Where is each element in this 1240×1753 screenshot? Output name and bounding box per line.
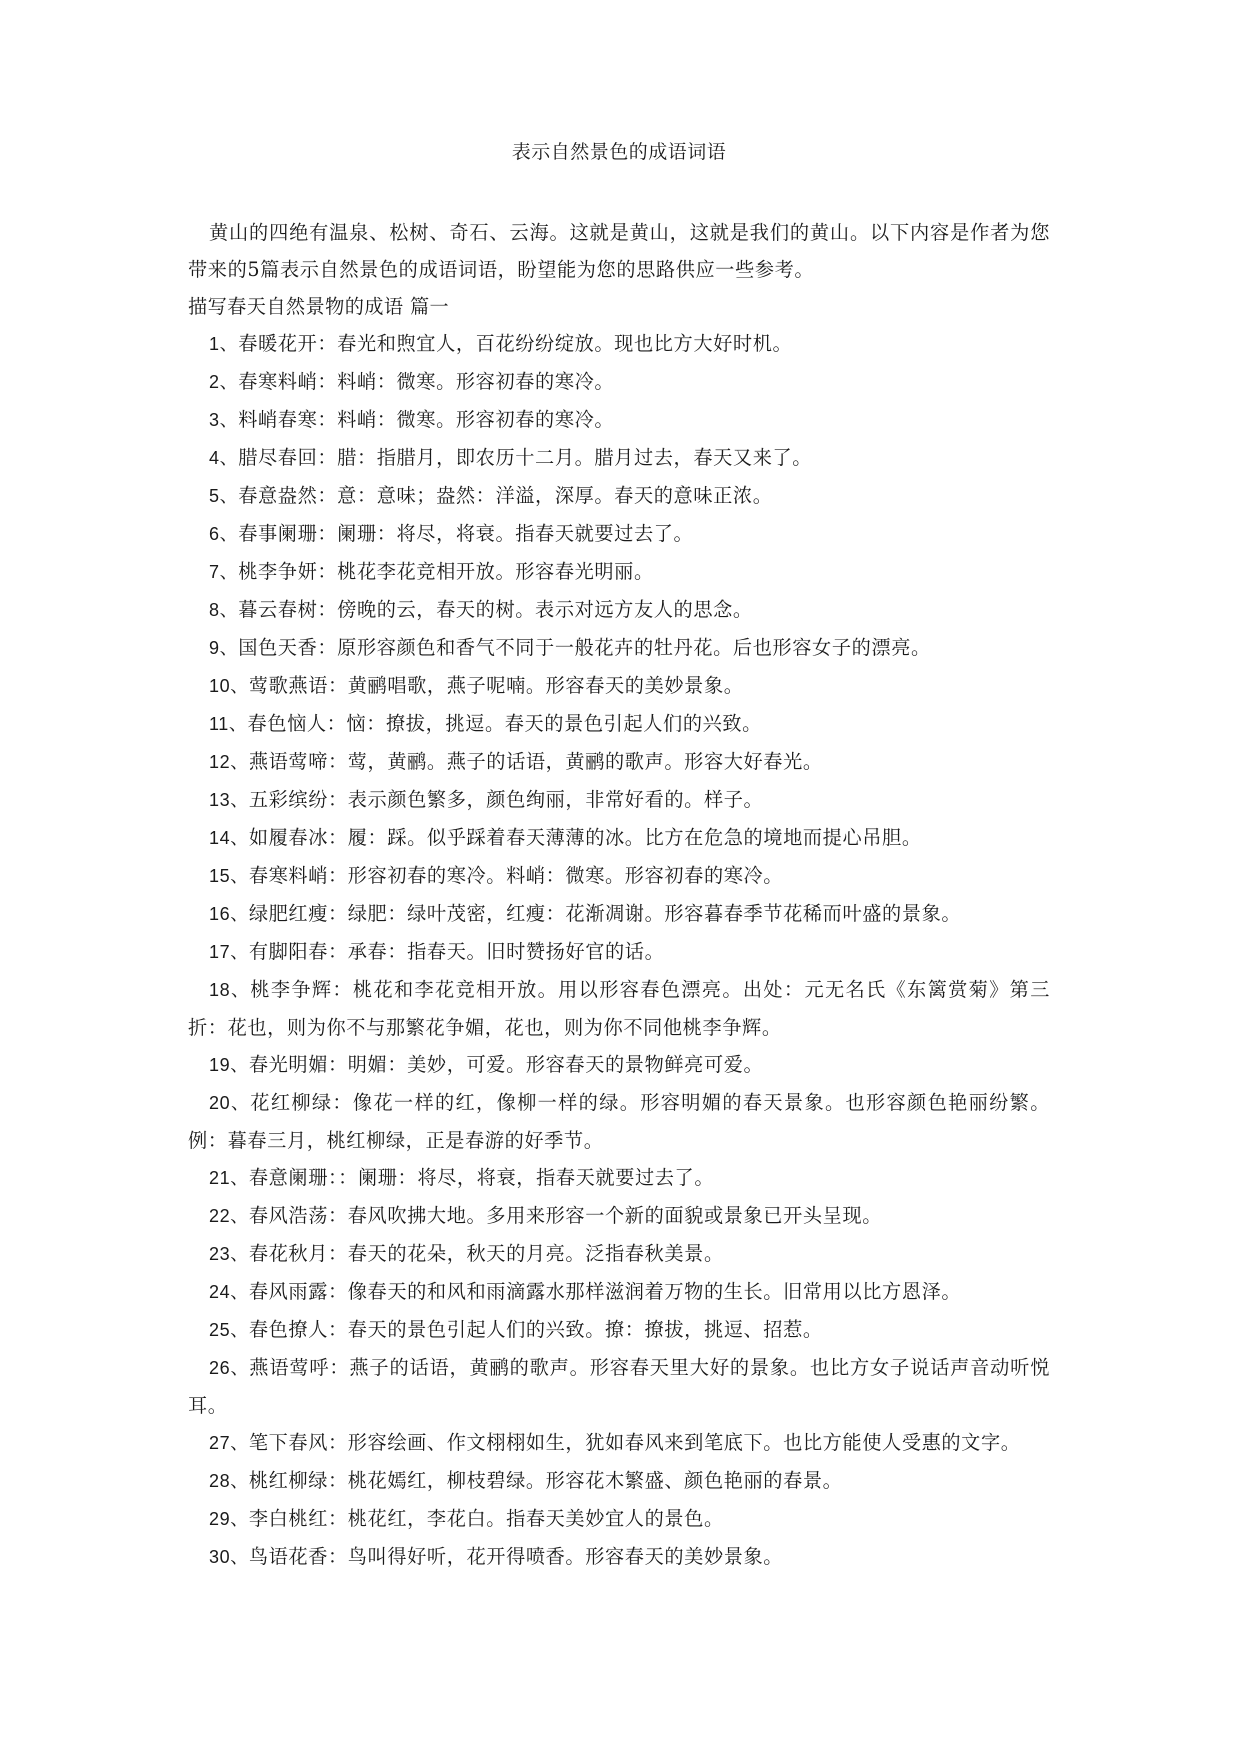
item-text: 春寒料峭：形容初春的寒冷。料峭：微寒。形容初春的寒冷。 — [248, 864, 784, 887]
list-item — [188, 971, 1050, 1046]
item-text: 桃李争辉：桃花和李花竞相开放。用以形容春色漂亮。出处：元无名氏《东篱赏菊》第三折：花也，则为你不与那繁花争媚，花也，则为你不同他桃李争辉。 — [188, 978, 1050, 1039]
item-number: 6、 — [209, 524, 239, 544]
list-item — [188, 591, 1050, 629]
item-number: 26、 — [209, 1358, 250, 1378]
item-text: 绿肥红瘦：绿肥：绿叶茂密，红瘦：花渐凋谢。形容暮春季节花稀而叶盛的景象。 — [248, 902, 962, 925]
item-text: 五彩缤纷：表示颜色繁多，颜色绚丽，非常好看的。样子。 — [248, 788, 764, 811]
item-text: 春风浩荡：春风吹拂大地。多用来形容一个新的面貌或景象已开头呈现。 — [248, 1204, 883, 1227]
item-number: 24、 — [209, 1282, 249, 1302]
item-number: 23、 — [209, 1244, 249, 1264]
list-item — [188, 477, 1050, 515]
item-text: 燕语莺啼：莺，黄鹂。燕子的话语，黄鹂的歌声。形容大好春光。 — [248, 750, 823, 773]
item-number: 21、 — [209, 1168, 249, 1188]
item-text: 有脚阳春：承春：指春天。旧时赞扬好官的话。 — [248, 940, 665, 963]
list-item — [188, 933, 1050, 971]
item-text: 笔下春风：形容绘画、作文栩栩如生，犹如春风来到笔底下。也比方能使人受惠的文字。 — [248, 1431, 1021, 1454]
item-text: 春光明媚：明媚：美妙，可爱。形容春天的景物鲜亮可爱。 — [248, 1053, 764, 1076]
item-text: 春暖花开：春光和煦宜人，百花纷纷绽放。现也比方大好时机。 — [238, 332, 793, 355]
list-item — [188, 667, 1050, 705]
list-item — [188, 1159, 1050, 1197]
item-number: 7、 — [209, 562, 239, 582]
item-number: 22、 — [209, 1206, 249, 1226]
item-number: 1、 — [209, 334, 239, 354]
list-item — [188, 1084, 1050, 1159]
item-text: 桃红柳绿：桃花嫣红，柳枝碧绿。形容花木繁盛、颜色艳丽的春景。 — [248, 1469, 843, 1492]
item-number: 2、 — [209, 372, 239, 392]
list-item — [188, 895, 1050, 933]
item-number: 11、 — [209, 714, 248, 734]
item-text: 春寒料峭：料峭：微寒。形容初春的寒冷。 — [238, 370, 615, 393]
item-text: 腊尽春回：腊：指腊月，即农历十二月。腊月过去，春天又来了。 — [238, 446, 813, 469]
item-number: 5、 — [209, 486, 239, 506]
item-text: 春色恼人：恼：撩拔，挑逗。春天的景色引起人们的兴致。 — [247, 712, 762, 735]
item-text: 鸟语花香：鸟叫得好听，花开得喷香。形容春天的美妙景象。 — [248, 1545, 784, 1568]
item-text: 花红柳绿：像花一样的红，像柳一样的绿。形容明媚的春天景象。也形容颜色艳丽纷繁。例：暮春三月，桃红柳绿，正是春游的好季节。 — [188, 1091, 1050, 1152]
item-number: 19、 — [209, 1055, 249, 1075]
item-number: 15、 — [209, 866, 249, 886]
item-text: 料峭春寒：料峭：微寒。形容初春的寒冷。 — [238, 408, 615, 431]
item-text: 春风雨露：像春天的和风和雨滴露水那样滋润着万物的生长。旧常用以比方恩泽。 — [248, 1280, 962, 1303]
item-text: 李白桃红：桃花红，李花白。指春天美妙宜人的景色。 — [248, 1507, 724, 1530]
item-text: 国色天香：原形容颜色和香气不同于一般花卉的牡丹花。后也形容女子的漂亮。 — [238, 636, 931, 659]
list-item — [188, 1500, 1050, 1538]
item-text: 春色撩人：春天的景色引起人们的兴致。撩：撩拔，挑逗、招惹。 — [248, 1318, 823, 1341]
list-item — [188, 1462, 1050, 1500]
list-item — [188, 1311, 1050, 1349]
list-item — [188, 629, 1050, 667]
list-item — [188, 1424, 1050, 1462]
item-number: 25、 — [209, 1320, 249, 1340]
item-number: 3、 — [209, 410, 239, 430]
item-text: 燕语莺呼：燕子的话语，黄鹂的歌声。形容春天里大好的景象。也比方女子说话声音动听悦耳。 — [188, 1356, 1050, 1417]
list-item — [188, 857, 1050, 895]
list-item — [188, 439, 1050, 477]
item-number: 13、 — [209, 790, 249, 810]
item-number: 29、 — [209, 1509, 249, 1529]
intro-paragraph: 黄山的四绝有温泉、松树、奇石、云海。这就是黄山，这就是我们的黄山。以下内容是作者为您带来的5篇表示自然景色的成语词语，盼望能为您的思路供应一些参考。 — [188, 221, 1050, 281]
item-text: 春花秋月：春天的花朵，秋天的月亮。泛指春秋美景。 — [248, 1242, 724, 1265]
document-body — [188, 214, 1050, 1576]
list-item — [188, 515, 1050, 553]
item-number: 12、 — [209, 752, 249, 772]
item-number: 20、 — [209, 1093, 251, 1113]
item-text: 暮云春树：傍晚的云，春天的树。表示对远方友人的思念。 — [238, 598, 753, 621]
item-number: 28、 — [209, 1471, 249, 1491]
item-number: 17、 — [209, 942, 249, 962]
document-title: 表示自然景色的成语词语 — [511, 141, 727, 163]
item-number: 27、 — [209, 1433, 249, 1453]
list-item — [188, 553, 1050, 591]
list-item — [188, 743, 1050, 781]
item-text: 如履春冰：履：踩。似乎踩着春天薄薄的冰。比方在危急的境地而提心吊胆。 — [248, 826, 922, 849]
idiom-list — [188, 325, 1050, 1576]
list-item — [188, 1273, 1050, 1311]
item-text: 春意阑珊：：阑珊：将尽，将衰，指春天就要过去了。 — [248, 1166, 715, 1189]
item-text: 莺歌燕语：黄鹂唱歌，燕子呢喃。形容春天的美妙景象。 — [248, 674, 744, 697]
item-number: 16、 — [209, 904, 249, 924]
item-number: 9、 — [209, 638, 239, 658]
list-item — [188, 1235, 1050, 1273]
list-item — [188, 325, 1050, 363]
item-text: 桃李争妍：桃花李花竞相开放。形容春光明丽。 — [238, 560, 654, 583]
list-item — [188, 401, 1050, 439]
item-number: 8、 — [209, 600, 239, 620]
item-number: 30、 — [209, 1547, 249, 1567]
list-item — [188, 1349, 1050, 1424]
item-text: 春意盎然：意：意味；盎然：洋溢，深厚。春天的意味正浓。 — [238, 484, 773, 507]
list-item — [188, 363, 1050, 401]
list-item — [188, 1046, 1050, 1084]
item-number: 4、 — [209, 448, 239, 468]
list-item — [188, 705, 1050, 743]
list-item — [188, 819, 1050, 857]
list-item — [188, 1538, 1050, 1576]
item-number: 18、 — [209, 980, 251, 1000]
item-number: 10、 — [209, 676, 249, 696]
section-heading: 描写春天自然景物的成语 篇一 — [188, 295, 450, 318]
list-item — [188, 781, 1050, 819]
item-text: 春事阑珊：阑珊：将尽，将衰。指春天就要过去了。 — [238, 522, 694, 545]
item-number: 14、 — [209, 828, 249, 848]
list-item — [188, 1197, 1050, 1235]
